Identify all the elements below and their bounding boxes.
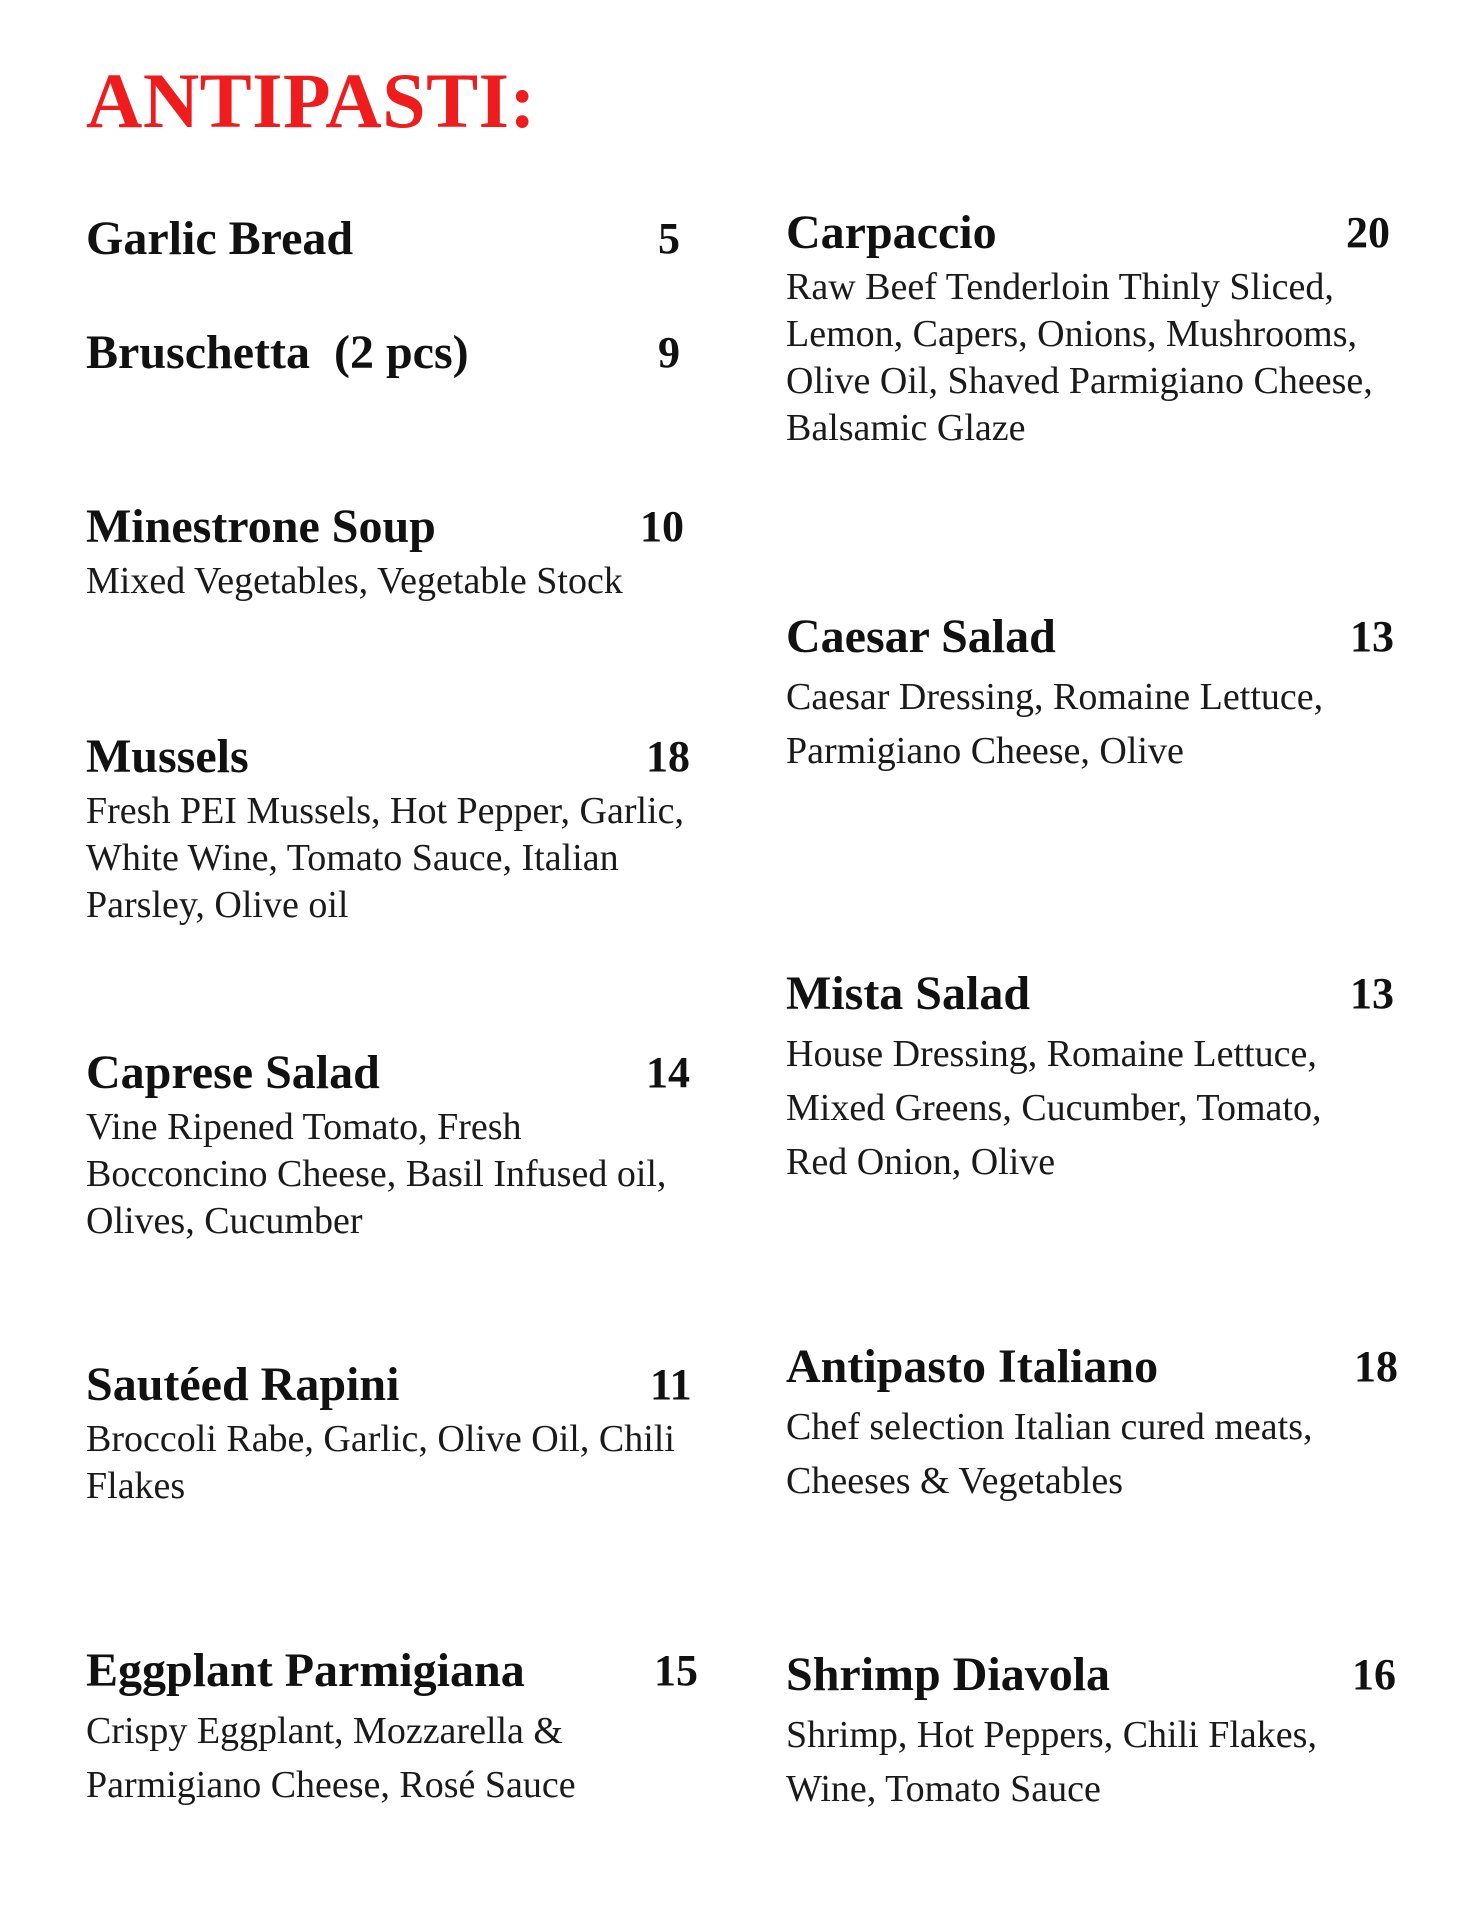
item-name: Sautéed Rapini [86,1358,400,1411]
menu-item-antipasto-italiano [786,1340,1398,1508]
item-name: Mista Salad [786,967,1031,1020]
item-name: Minestrone Soup [86,500,436,553]
menu-item-shrimp-diavola [786,1648,1396,1816]
item-price: 11 [650,1360,692,1409]
item-name: Carpaccio [786,206,997,259]
item-description-line: Fresh PEI Mussels, Hot Pepper, Garlic, [86,790,684,832]
menu-item-caprese-salad [86,1046,690,1245]
item-price: 18 [1354,1342,1398,1391]
item-description-line: Shrimp, Hot Peppers, Chili Flakes, [786,1714,1317,1756]
item-price: 10 [640,502,684,551]
item-name: Caprese Salad [86,1046,380,1099]
item-description-line: Raw Beef Tenderloin Thinly Sliced, [786,266,1334,308]
item-description-line: Parmigiano Cheese, Rosé Sauce [86,1764,576,1806]
item-price: 18 [646,732,690,781]
menu-item-sauteed-rapini [86,1358,692,1510]
menu-item-caesar-salad [786,610,1394,778]
section-title: ANTIPASTI: [86,57,536,144]
item-description-line: Parmigiano Cheese, Olive [786,730,1184,772]
item-name: Eggplant Parmigiana [86,1644,525,1697]
item-description-line: Lemon, Capers, Onions, Mushrooms, [786,313,1358,355]
item-description-line: House Dressing, Romaine Lettuce, [786,1033,1317,1075]
item-description-line: Red Onion, Olive [786,1141,1056,1183]
item-description-line: Wine, Tomato Sauce [786,1768,1101,1810]
item-name: Mussels [86,730,249,783]
item-price: 13 [1350,612,1394,661]
item-price: 5 [658,214,680,263]
menu-item-minestrone-soup [86,500,684,605]
item-description-line: Bocconcino Cheese, Basil Infused oil, [86,1153,667,1195]
item-name: Bruschetta (2 pcs) [86,326,469,379]
menu-item-mista-salad [786,967,1394,1189]
item-price: 13 [1350,969,1394,1018]
item-description-line: Caesar Dressing, Romaine Lettuce, [786,676,1324,718]
item-description-line: Crispy Eggplant, Mozzarella & [86,1710,563,1752]
menu-item-mussels [86,730,690,929]
menu-item-eggplant-parmigiana [86,1644,698,1812]
item-description-line: Cheeses & Vegetables [786,1460,1123,1502]
item-name: Garlic Bread [86,212,354,265]
item-price: 20 [1346,208,1390,257]
item-description-line: Olives, Cucumber [86,1200,363,1242]
item-description-line: Flakes [86,1465,186,1507]
item-description-line: Parsley, Olive oil [86,884,349,926]
item-price: 15 [654,1646,698,1695]
item-description-line: Olive Oil, Shaved Parmigiano Cheese, [786,360,1373,402]
item-description-line: Vine Ripened Tomato, Fresh [86,1106,522,1148]
item-name: Caesar Salad [786,610,1056,663]
menu-item-carpaccio [786,206,1390,452]
item-description-line: Mixed Vegetables, Vegetable Stock [86,560,623,602]
item-description-line: Chef selection Italian cured meats, [786,1406,1313,1448]
item-price: 9 [658,328,680,377]
item-description-line: Broccoli Rabe, Garlic, Olive Oil, Chili [86,1418,675,1460]
item-description-line: Balsamic Glaze [786,407,1026,449]
item-price: 14 [646,1048,690,1097]
item-name: Antipasto Italiano [786,1340,1159,1393]
item-price: 16 [1352,1650,1396,1699]
item-description-line: Mixed Greens, Cucumber, Tomato, [786,1087,1322,1129]
item-description-line: White Wine, Tomato Sauce, Italian [86,837,619,879]
item-name: Shrimp Diavola [786,1648,1111,1701]
